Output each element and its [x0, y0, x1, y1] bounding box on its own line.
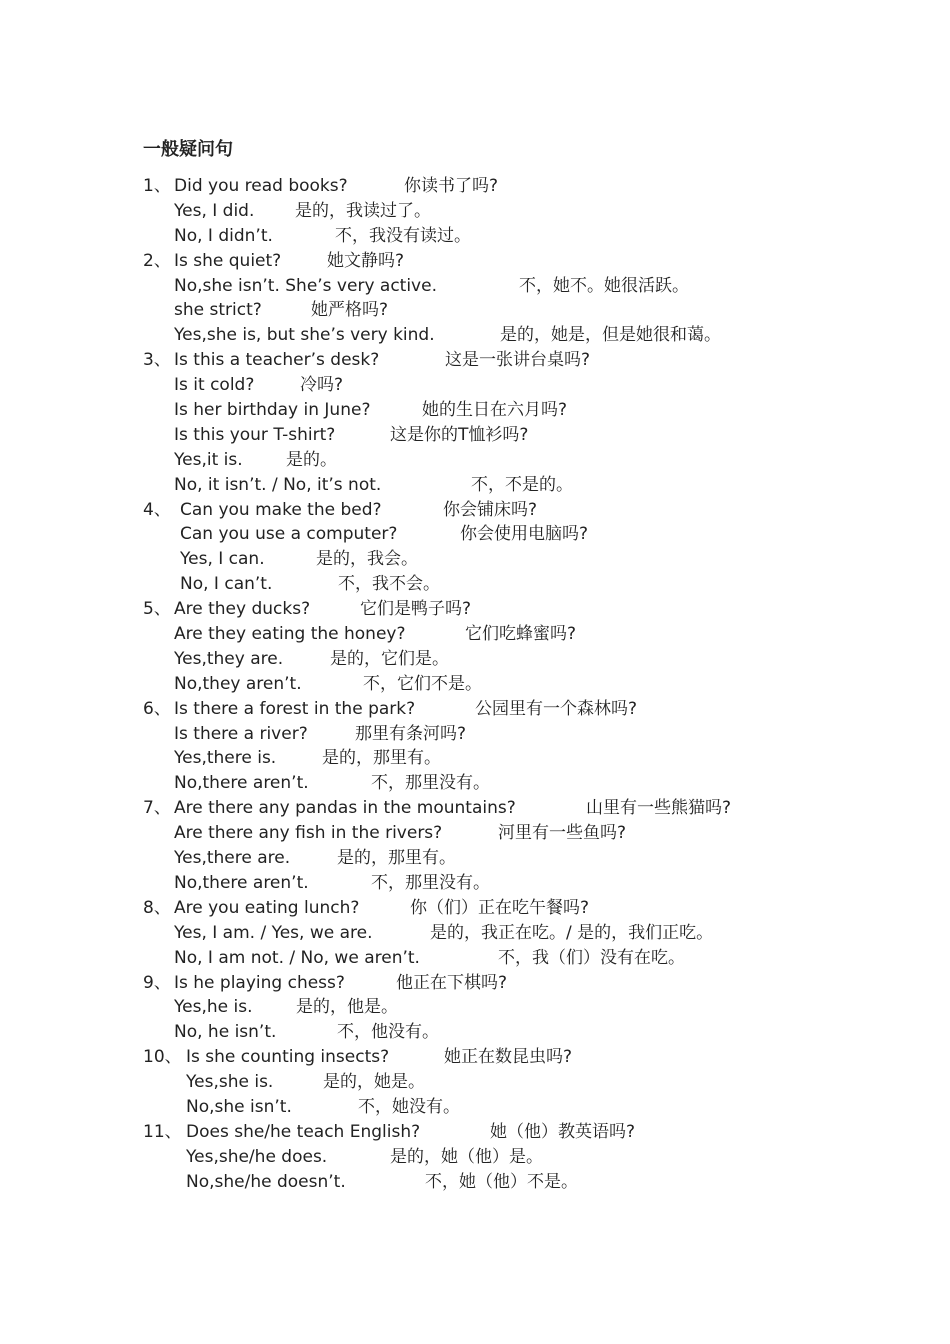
- chinese-translation: 不，我没有读过。: [335, 225, 471, 246]
- english-text: Can you use a computer?: [180, 524, 398, 545]
- english-text: No, I can’t.: [180, 574, 273, 595]
- english-text: Are there any pandas in the mountains?: [174, 798, 516, 819]
- chinese-translation: 它们是鸭子吗?: [360, 599, 472, 620]
- english-text: No,she isn’t. She’s very active.: [174, 275, 437, 296]
- english-text: Is she quiet?: [174, 250, 282, 271]
- chinese-translation: 不，它们不是。: [363, 673, 482, 694]
- question-line: [0, 722, 950, 747]
- english-text: Yes,she/he does.: [186, 1146, 328, 1167]
- chinese-translation: 你（们）正在吃午餐吗?: [410, 897, 590, 918]
- chinese-translation: 是的。: [286, 449, 337, 470]
- english-text: Are they eating the honey?: [174, 624, 406, 645]
- english-text: Did you read books?: [174, 176, 348, 196]
- english-text: Yes,there is.: [174, 748, 277, 769]
- answer-line: [0, 224, 950, 249]
- chinese-translation: 你会使用电脑吗?: [460, 524, 589, 545]
- chinese-translation: 公园里有一个森林吗?: [475, 698, 638, 719]
- answer-line: [0, 995, 950, 1020]
- english-text: she strict?: [174, 300, 262, 321]
- english-text: Is he playing chess?: [174, 972, 345, 993]
- question-line: [0, 373, 950, 398]
- question-line: [0, 423, 950, 448]
- answer-line: [0, 199, 950, 224]
- chinese-translation: 是的，它们是。: [330, 648, 449, 669]
- page-heading: 一般疑问句: [143, 139, 233, 160]
- chinese-translation: 不，我不会。: [338, 574, 440, 595]
- question-line: [0, 896, 950, 921]
- english-text: Are they ducks?: [174, 599, 311, 620]
- english-text: Are there any fish in the rivers?: [174, 823, 443, 844]
- chinese-translation: 她的生日在六月吗?: [422, 400, 568, 421]
- chinese-translation: 不，她（他）不是。: [425, 1171, 578, 1192]
- answer-line: [0, 1170, 950, 1195]
- chinese-translation: 是的，她是。: [323, 1072, 425, 1093]
- chinese-translation: 不，不是的。: [471, 474, 573, 495]
- answer-line: [0, 746, 950, 771]
- question-line: [0, 597, 950, 622]
- answer-line: [0, 1145, 950, 1170]
- answer-line: [0, 771, 950, 796]
- question-line: [0, 348, 950, 373]
- english-text: No,she isn’t.: [186, 1096, 292, 1117]
- english-text: Are you eating lunch?: [174, 897, 360, 918]
- chinese-translation: 你读书了吗?: [404, 176, 499, 196]
- chinese-translation: 不，那里没有。: [371, 773, 490, 794]
- english-text: Is there a river?: [174, 723, 308, 744]
- answer-line: [0, 448, 950, 473]
- question-number: 3、: [143, 350, 171, 371]
- question-line: [0, 971, 950, 996]
- chinese-translation: 她严格吗?: [311, 300, 389, 321]
- question-line: [0, 1045, 950, 1070]
- answer-line: [0, 572, 950, 597]
- question-line: [0, 398, 950, 423]
- answer-line: [0, 473, 950, 498]
- english-text: No, it isn’t. / No, it’s not.: [174, 474, 382, 495]
- question-line: [0, 249, 950, 274]
- answer-line: [0, 672, 950, 697]
- question-line: [0, 522, 950, 547]
- chinese-translation: 是的，我读过了。: [295, 200, 431, 221]
- english-text: Yes,she is, but she’s very kind.: [174, 325, 435, 346]
- question-line: [0, 1120, 950, 1145]
- english-text: Yes,he is.: [174, 997, 253, 1018]
- answer-line: [0, 323, 950, 348]
- chinese-translation: 它们吃蜂蜜吗?: [465, 624, 577, 645]
- chinese-translation: 不，她不。她很活跃。: [519, 275, 689, 296]
- english-text: Yes, I am. / Yes, we are.: [174, 922, 373, 943]
- question-line: [0, 796, 950, 821]
- english-text: Yes, I did.: [174, 200, 255, 221]
- question-number: 5、: [143, 599, 171, 620]
- question-number: 9、: [143, 972, 171, 993]
- question-number: 10、: [143, 1047, 182, 1068]
- answer-line: [0, 1070, 950, 1095]
- question-number: 4、: [143, 499, 171, 520]
- answer-line: [0, 846, 950, 871]
- question-number: 1、: [143, 176, 171, 196]
- chinese-translation: 是的，那里有。: [337, 848, 456, 869]
- chinese-translation: 这是一张讲台桌吗?: [445, 350, 591, 371]
- english-text: No, I didn’t.: [174, 225, 273, 246]
- english-text: Yes,they are.: [174, 648, 284, 669]
- chinese-translation: 那里有条河吗?: [355, 723, 467, 744]
- chinese-translation: 是的，我正在吃。/ 是的，我们正吃。: [430, 922, 714, 943]
- answer-line: [0, 274, 950, 299]
- chinese-translation: 冷吗?: [300, 375, 344, 396]
- answer-line: [0, 1095, 950, 1120]
- english-text: Is this a teacher’s desk?: [174, 350, 380, 371]
- english-text: Is it cold?: [174, 375, 255, 396]
- english-text: Yes,it is.: [174, 449, 243, 470]
- answer-line: [0, 921, 950, 946]
- chinese-translation: 他正在下棋吗?: [396, 972, 508, 993]
- chinese-translation: 山里有一些熊猫吗?: [586, 798, 732, 819]
- english-text: Is this your T-shirt?: [174, 424, 336, 445]
- english-text: Yes,she is.: [186, 1072, 274, 1093]
- chinese-translation: 是的，我会。: [316, 549, 418, 570]
- chinese-translation: 不，他没有。: [337, 1022, 439, 1043]
- chinese-translation: 河里有一些鱼吗?: [498, 823, 627, 844]
- question-number: 7、: [143, 798, 171, 819]
- chinese-translation: 是的，她（他）是。: [390, 1146, 543, 1167]
- answer-line: [0, 1020, 950, 1045]
- chinese-translation: 是的，她是，但是她很和蔼。: [500, 325, 721, 346]
- english-text: No, I am not. / No, we aren’t.: [174, 947, 420, 968]
- english-text: No,she/he doesn’t.: [186, 1171, 346, 1192]
- question-line: [0, 174, 950, 199]
- answer-line: [0, 647, 950, 672]
- english-text: Can you make the bed?: [180, 499, 382, 520]
- answer-line: [0, 871, 950, 896]
- question-line: [0, 697, 950, 722]
- answer-line: [0, 547, 950, 572]
- english-text: No,they aren’t.: [174, 673, 302, 694]
- question-line: [0, 298, 950, 323]
- question-list: [0, 174, 950, 1195]
- question-line: [0, 622, 950, 647]
- english-text: No,there aren’t.: [174, 773, 309, 794]
- question-number: 11、: [143, 1121, 182, 1142]
- english-text: No, he isn’t.: [174, 1022, 277, 1043]
- chinese-translation: 这是你的T恤衫吗?: [390, 424, 529, 445]
- english-text: No,there aren’t.: [174, 872, 309, 893]
- answer-line: [0, 946, 950, 971]
- chinese-translation: 她正在数昆虫吗?: [444, 1047, 573, 1068]
- chinese-translation: 不，我（们）没有在吃。: [498, 947, 685, 968]
- english-text: Is she counting insects?: [186, 1047, 390, 1068]
- chinese-translation: 她（他）教英语吗?: [490, 1121, 636, 1142]
- question-number: 8、: [143, 897, 171, 918]
- question-number: 2、: [143, 250, 171, 271]
- english-text: Yes, I can.: [180, 549, 265, 570]
- chinese-translation: 是的，那里有。: [322, 748, 441, 769]
- question-line: [0, 821, 950, 846]
- question-number: 6、: [143, 698, 171, 719]
- chinese-translation: 是的，他是。: [296, 997, 398, 1018]
- chinese-translation: 她文静吗?: [327, 250, 405, 271]
- english-text: Does she/he teach English?: [186, 1121, 421, 1142]
- english-text: Is there a forest in the park?: [174, 698, 416, 719]
- chinese-translation: 不，她没有。: [358, 1096, 460, 1117]
- english-text: Yes,there are.: [174, 848, 291, 869]
- english-text: Is her birthday in June?: [174, 400, 371, 421]
- question-line: [0, 498, 950, 523]
- chinese-translation: 不，那里没有。: [371, 872, 490, 893]
- chinese-translation: 你会铺床吗?: [443, 499, 538, 520]
